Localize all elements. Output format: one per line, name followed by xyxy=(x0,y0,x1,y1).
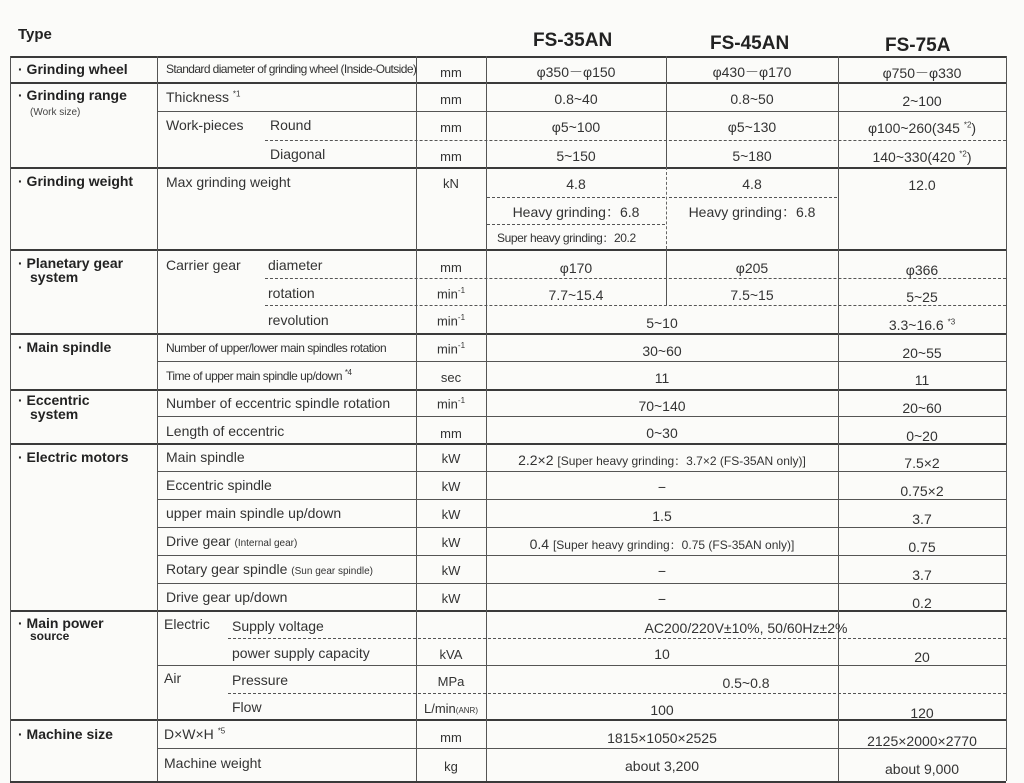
type-label: Type xyxy=(18,26,52,43)
spindle-rotation-fs75a: 20~55 xyxy=(902,345,942,361)
diameter-fs45an: φ205 xyxy=(735,260,769,276)
flow-fs35-45an: 100 xyxy=(650,702,674,718)
section-eccentric-system: · Eccentric xyxy=(18,392,90,408)
weight-fs35-45an: about 3,200 xyxy=(625,758,699,774)
diagonal-label: Diagonal xyxy=(270,146,326,162)
unit: kW xyxy=(441,507,461,522)
unit: kW xyxy=(441,563,461,578)
eccentric-length-fs75a: 0~20 xyxy=(906,428,938,444)
spindle-rotation-fs35-45an: 30~60 xyxy=(642,343,682,359)
thickness-label: Thickness $^{*1}$ xyxy=(166,89,241,105)
eccentric-rotation-fs35-45an: 70~140 xyxy=(638,398,686,414)
work-pieces-label: Work-pieces xyxy=(166,117,244,133)
model-fs35an: FS-35AN xyxy=(533,30,613,51)
spindle-time-fs75a: 11 xyxy=(914,372,930,388)
motor-rotary-gear-fs75a: 3.7 xyxy=(912,567,932,583)
revolution-fs75a: 3.3~16.6 $^{*3}$ xyxy=(888,317,956,333)
heavy-fs35an: Heavy grinding：6.8 xyxy=(512,204,640,220)
heavy-fs45an: Heavy grinding：6.8 xyxy=(688,204,816,220)
motor-eccentric-fs35-45an: − xyxy=(657,479,667,495)
unit: kVA xyxy=(439,647,463,662)
grinding-wheel-diameter-label: Standard diameter of grinding wheel (Inside-Outside) xyxy=(166,62,417,76)
weight-fs75a: 12.0 xyxy=(908,177,936,193)
power-capacity-label: power supply capacity xyxy=(232,645,370,661)
unit: mm xyxy=(440,120,462,135)
flow-fs75a: 120 xyxy=(910,705,934,721)
motor-spindle-updown-label: upper main spindle up/down xyxy=(166,505,342,521)
thickness-fs35an: 0.8~40 xyxy=(554,91,598,107)
air-label: Air xyxy=(164,670,182,686)
revolution-label: revolution xyxy=(268,312,329,328)
thickness-fs75a: 2~100 xyxy=(902,93,942,109)
section-planetary-gear-line2: system xyxy=(30,269,79,285)
work-size-note: (Work size) xyxy=(30,107,81,118)
motor-drive-gear-label: Drive gear (Internal gear) xyxy=(166,533,298,549)
motor-drive-gear-fs35-45an: 0.4 [Super heavy grinding：0.75 (FS-35AN only)] xyxy=(529,536,795,552)
motor-drive-gear-updown-fs35-45an: − xyxy=(657,591,667,607)
motor-main-spindle-fs75a: 7.5×2 xyxy=(904,455,940,471)
spindle-time-fs35-45an: 11 xyxy=(654,370,670,386)
section-grinding-range: · Grinding range xyxy=(18,87,127,103)
model-fs75a: FS-75A xyxy=(885,35,951,56)
round-fs45an: φ5~130 xyxy=(727,119,777,135)
eccentric-length-label: Length of eccentric xyxy=(166,423,285,439)
round-fs75a: φ100~260(345 $^{*2}$) xyxy=(867,120,977,136)
weight-fs75a: about 9,000 xyxy=(885,761,959,777)
section-planetary-gear: · Planetary gear xyxy=(18,255,124,271)
dimensions-label: D×W×H $^{*5}$ xyxy=(164,726,226,742)
unit: kW xyxy=(441,535,461,550)
revolution-fs35-45an: 5~10 xyxy=(646,315,678,331)
unit: L/min(ANR) xyxy=(423,701,478,716)
unit: kW xyxy=(441,591,461,606)
model-fs45an: FS-45AN xyxy=(710,33,790,54)
motor-drive-gear-updown-label: Drive gear up/down xyxy=(166,589,288,605)
motor-eccentric-fs75a: 0.75×2 xyxy=(900,483,944,499)
carrier-gear-label: Carrier gear xyxy=(166,257,241,273)
motor-spindle-updown-fs75a: 3.7 xyxy=(912,511,932,527)
max-grinding-weight-label: Max grinding weight xyxy=(166,174,291,190)
section-grinding-weight: · Grinding weight xyxy=(18,173,134,189)
motor-eccentric-label: Eccentric spindle xyxy=(166,477,272,493)
rotation-label: rotation xyxy=(268,285,315,301)
unit: mm xyxy=(440,65,462,80)
unit: $\min^{-1}$ xyxy=(436,313,466,329)
unit: $\min^{-1}$ xyxy=(436,286,466,302)
unit: kW xyxy=(441,479,461,494)
diagonal-fs35an: 5~150 xyxy=(556,148,596,164)
unit: mm xyxy=(440,426,462,441)
section-machine-size: · Machine size xyxy=(18,726,113,742)
motor-spindle-updown-fs35-45an: 1.5 xyxy=(652,508,672,524)
wheel-fs35an: φ350－φ150 xyxy=(536,64,616,80)
unit: mm xyxy=(440,730,462,745)
section-electric-motors: · Electric motors xyxy=(18,449,129,465)
section-main-spindle: · Main spindle xyxy=(18,339,112,355)
pressure-label: Pressure xyxy=(232,672,289,688)
supply-voltage-value: AC200/220V±10%, 50/60Hz±2% xyxy=(644,620,848,636)
section-eccentric-system-line2: system xyxy=(30,406,79,422)
eccentric-rotation-label: Number of eccentric spindle rotation xyxy=(166,395,391,411)
power-capacity-fs75a: 20 xyxy=(914,649,930,665)
dimensions-fs75a: 2125×2000×2770 xyxy=(867,733,977,749)
unit: kg xyxy=(444,759,458,774)
unit: mm xyxy=(440,149,462,164)
weight-fs35an: 4.8 xyxy=(566,176,586,192)
motor-rotary-gear-fs35-45an: − xyxy=(657,563,667,579)
round-label: Round xyxy=(270,117,312,133)
thickness-fs45an: 0.8~50 xyxy=(730,91,774,107)
unit: $\min^{-1}$ xyxy=(436,396,466,412)
diagonal-fs45an: 5~180 xyxy=(732,148,772,164)
motor-rotary-gear-label: Rotary gear spindle (Sun gear spindle) xyxy=(166,561,374,577)
super-heavy-fs35an: Super heavy grinding：20.2 xyxy=(497,231,636,245)
diameter-fs35an: φ170 xyxy=(559,260,593,276)
wheel-fs45an: φ430－φ170 xyxy=(712,64,792,80)
rotation-fs35an: 7.7~15.4 xyxy=(548,287,604,303)
section-main-power: · Main power xyxy=(18,615,104,631)
unit: MPa xyxy=(437,674,465,689)
rotation-fs75a: 5~25 xyxy=(906,289,938,305)
diameter-label: diameter xyxy=(268,257,323,273)
power-capacity-fs35-45an: 10 xyxy=(654,646,670,662)
electric-label: Electric xyxy=(164,616,210,632)
unit: sec xyxy=(440,370,462,385)
unit: mm xyxy=(440,260,462,275)
motor-main-spindle-label: Main spindle xyxy=(166,449,245,465)
section-main-power-line2: source xyxy=(30,629,70,643)
motor-drive-gear-fs75a: 0.75 xyxy=(908,539,936,555)
spindle-updown-time-label: Time of upper main spindle up/down $^{*4}$ xyxy=(166,368,352,383)
wheel-fs75a: φ750－φ330 xyxy=(882,65,962,81)
section-grinding-wheel: · Grinding wheel xyxy=(18,61,128,77)
unit: kN xyxy=(443,176,459,191)
weight-fs45an: 4.8 xyxy=(742,176,762,192)
unit: $\min^{-1}$ xyxy=(436,341,466,357)
unit: mm xyxy=(440,92,462,107)
diameter-fs75a: φ366 xyxy=(905,262,939,278)
motor-main-spindle-fs35-45an: 2.2×2 [Super heavy grinding：3.7×2 (FS-35AN only)] xyxy=(518,452,806,468)
round-fs35an: φ5~100 xyxy=(551,119,601,135)
flow-label: Flow xyxy=(232,699,262,715)
supply-voltage-label: Supply voltage xyxy=(232,618,324,634)
eccentric-rotation-fs75a: 20~60 xyxy=(902,400,942,416)
eccentric-length-fs35-45an: 0~30 xyxy=(646,425,678,441)
unit: kW xyxy=(441,451,461,466)
rotation-fs45an: 7.5~15 xyxy=(730,287,774,303)
spindle-rotation-label: Number of upper/lower main spindles rotation xyxy=(166,341,387,355)
dimensions-fs35-45an: 1815×1050×2525 xyxy=(607,730,717,746)
diagonal-fs75a: 140~330(420 $^{*2}$) xyxy=(872,149,972,165)
pressure-value: 0.5~0.8 xyxy=(722,675,770,691)
machine-weight-label: Machine weight xyxy=(164,755,262,771)
motor-drive-gear-updown-fs75a: 0.2 xyxy=(912,595,932,611)
